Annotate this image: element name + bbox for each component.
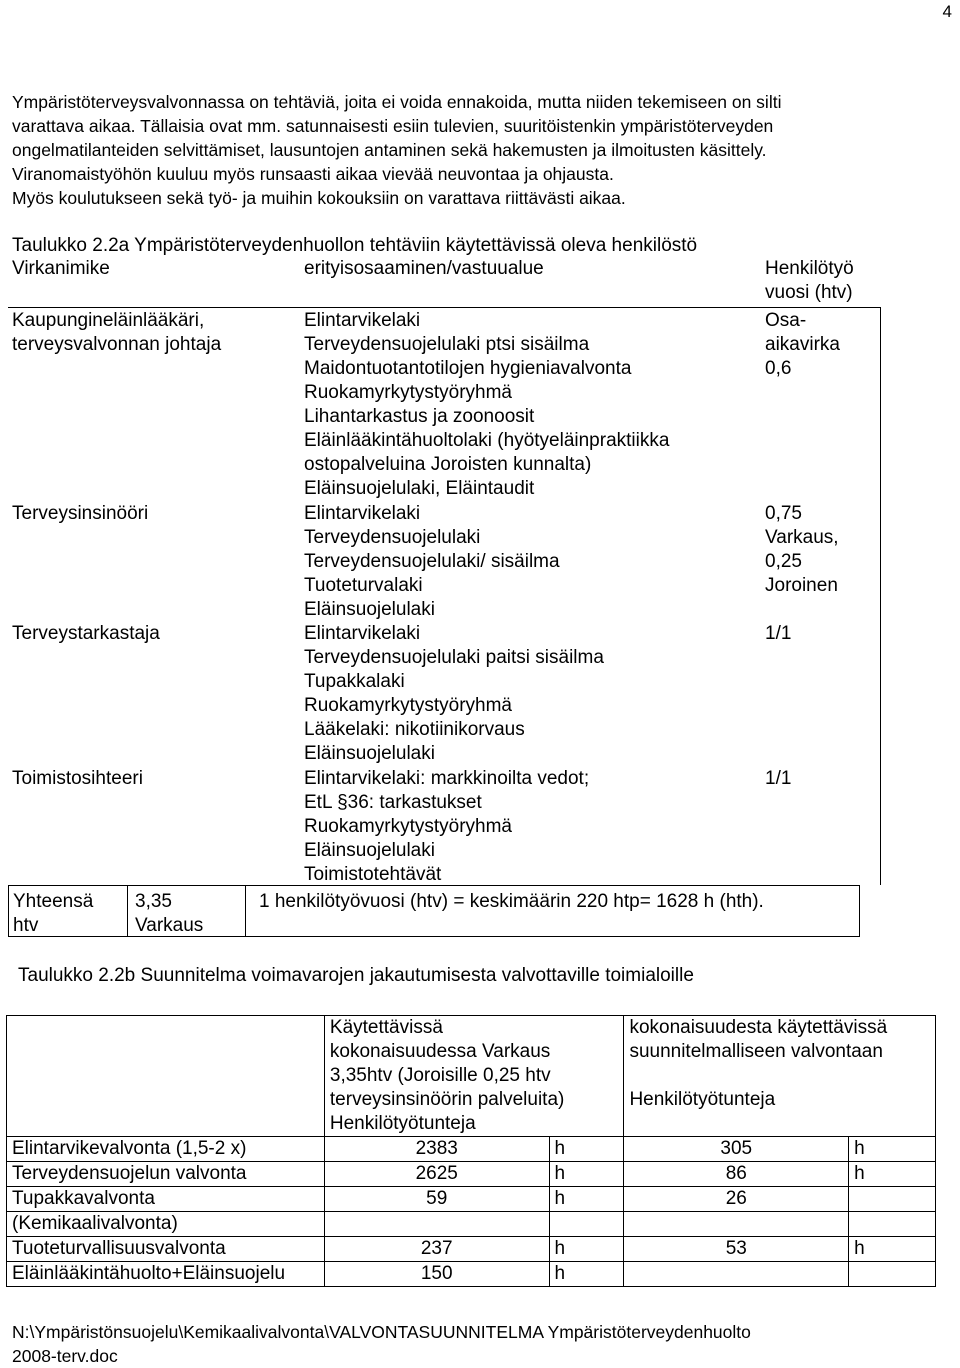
job-title-line: Toimistosihteeri	[12, 768, 143, 789]
intro-line: Viranomaistyöhön kuuluu myös runsaasti aikaa vievää neuvontaa ja ohjausta.	[12, 164, 614, 184]
header-line: kokonaisuudessa Varkaus	[329, 1041, 551, 1062]
header-line: suunnitelmalliseen valvontaan	[629, 1041, 883, 1062]
job-title	[12, 502, 297, 526]
duty: Elintarvikelaki	[304, 623, 421, 644]
job-title	[12, 309, 297, 357]
job-title-line: Kaupungineläinlääkäri,	[12, 310, 205, 331]
available-cell: 150	[324, 1262, 549, 1287]
available-cell	[324, 1212, 549, 1237]
area-cell: (Kemikaalivalvonta)	[7, 1212, 325, 1237]
intro-line: Myös koulutukseen sekä työ- ja muihin kokouksiin on varattava riittävästi aikaa.	[12, 188, 626, 208]
htv-value	[765, 502, 875, 598]
intro-line: ongelmatilanteiden selvittämiset, lausuntojen antaminen sekä hakemusten ja ilmoitusten käsittely.	[12, 140, 767, 160]
header-line: Henkilötyötunteja	[329, 1113, 476, 1134]
duties	[304, 622, 754, 766]
header-line: terveysinsinöörin palveluita)	[329, 1089, 565, 1110]
unit-cell: h	[549, 1237, 624, 1262]
unit-cell: h	[849, 1162, 936, 1187]
area-cell: Terveydensuojelun valvonta	[7, 1162, 325, 1187]
header-htv	[765, 257, 854, 305]
duty: Tuoteturvalaki	[304, 575, 423, 596]
duty: Ruokamyrkytystyöryhmä	[304, 695, 512, 716]
duty: Tupakkalaki	[304, 671, 405, 692]
unit-cell	[549, 1212, 624, 1237]
area-cell: Tuoteturvallisuusvalvonta	[7, 1237, 325, 1262]
total-label-line: Yhteensä	[13, 891, 94, 912]
duties	[304, 767, 754, 887]
header-line: 3,35htv (Joroisille 0,25 htv	[329, 1065, 551, 1086]
planned-cell: 86	[624, 1162, 849, 1187]
cell-divider	[127, 886, 128, 936]
header-htv-line: vuosi (htv)	[765, 282, 853, 303]
duty: Eläinsuojelulaki, Eläintaudit	[304, 478, 535, 499]
duty: Elintarvikelaki	[304, 310, 421, 331]
header-line: kokonaisuudesta käytettävissä	[629, 1017, 888, 1038]
htv-value	[765, 309, 875, 381]
duty: Eläinsuojelulaki	[304, 743, 435, 764]
htv-line: 1/1	[765, 768, 792, 789]
duties	[304, 502, 754, 622]
unit-cell: h	[549, 1137, 624, 1162]
total-label	[13, 890, 93, 938]
htv-line: 0,75	[765, 503, 802, 524]
header-line	[629, 1064, 930, 1088]
htv-line: 1/1	[765, 623, 792, 644]
available-cell: 2383	[324, 1137, 549, 1162]
duty: Elintarvikelaki: markkinoilta vedot;	[304, 768, 590, 789]
total-note: 1 henkilötyövuosi (htv) = keskimäärin 220 htp= 1628 h (hth).	[259, 891, 764, 912]
total-value-line: 3,35	[135, 891, 172, 912]
duty: Eläinlääkintähuoltolaki (hyötyeläinpraktiikka	[304, 430, 670, 451]
job-title-line: Terveystarkastaja	[12, 623, 160, 644]
htv-line: Varkaus,	[765, 527, 839, 548]
duty: EtL §36: tarkastukset	[304, 792, 482, 813]
job-title	[12, 622, 297, 646]
footer-line: 2008-terv.doc	[12, 1346, 118, 1366]
duty: Ruokamyrkytystyöryhmä	[304, 816, 512, 837]
job-title	[12, 767, 297, 791]
planned-cell	[624, 1262, 849, 1287]
available-cell: 2625	[324, 1162, 549, 1187]
table-row	[7, 1162, 936, 1187]
htv-value	[765, 622, 875, 646]
table-header-row	[7, 1016, 936, 1137]
page-number: 4	[942, 2, 952, 21]
htv-line: 0,6	[765, 358, 792, 379]
htv-value	[765, 767, 875, 791]
area-cell: Eläinlääkintähuolto+Eläinsuojelu	[7, 1262, 325, 1287]
area-cell: Tupakkavalvonta	[7, 1187, 325, 1212]
header-empty-cell	[7, 1016, 325, 1137]
planned-cell: 305	[624, 1137, 849, 1162]
duty: Eläinsuojelulaki	[304, 599, 435, 620]
table-row	[7, 1262, 936, 1287]
duty: Ruokamyrkytystyöryhmä	[304, 382, 512, 403]
table-a-caption: Taulukko 2.2a Ympäristöterveydenhuollon tehtäviin käytettävissä oleva henkilöstö	[12, 235, 698, 256]
unit-cell: h	[849, 1137, 936, 1162]
table-row	[7, 1137, 936, 1162]
total-value	[135, 890, 203, 938]
duties	[304, 309, 754, 501]
duty: Terveydensuojelulaki	[304, 527, 481, 548]
duty: Terveydensuojelulaki paitsi sisäilma	[304, 647, 604, 668]
header-duties: erityisosaaminen/vastuualue	[304, 258, 544, 279]
area-cell: Elintarvikevalvonta (1,5-2 x)	[7, 1137, 325, 1162]
available-cell: 59	[324, 1187, 549, 1212]
table-row	[7, 1187, 936, 1212]
total-row	[8, 885, 860, 937]
planned-cell: 53	[624, 1237, 849, 1262]
planned-cell: 26	[624, 1187, 849, 1212]
header-line: Käytettävissä	[329, 1017, 443, 1038]
header-rule	[8, 307, 880, 308]
header-htv-line: Henkilötyö	[765, 258, 854, 279]
intro-line: varattava aikaa. Tällaisia ovat mm. satunnaisesti esiin tulevien, suuritöistenkin ympäristöterveyden	[12, 116, 774, 136]
htv-line: Joroinen	[765, 575, 838, 596]
planned-cell	[624, 1212, 849, 1237]
header-available	[324, 1016, 624, 1137]
duty: Eläinsuojelulaki	[304, 840, 435, 861]
table-row	[7, 1237, 936, 1262]
footer-line: N:\Ympäristönsuojelu\Kemikaalivalvonta\VALVONTASUUNNITELMA Ympäristöterveydenhuolto	[12, 1322, 751, 1342]
job-title-line: Terveysinsinööri	[12, 503, 149, 524]
header-title: Virkanimike	[12, 258, 110, 279]
unit-cell	[849, 1212, 936, 1237]
unit-cell	[849, 1187, 936, 1212]
file-path-footer	[12, 1320, 751, 1368]
htv-line: 0,25	[765, 551, 802, 572]
duty: Lihantarkastus ja zoonoosit	[304, 406, 535, 427]
duty: Maidontuotantotilojen hygieniavalvonta	[304, 358, 632, 379]
resource-allocation-table	[6, 1015, 936, 1287]
cell-divider	[245, 886, 246, 936]
duty: Toimistotehtävät	[304, 864, 442, 885]
total-label-line: htv	[13, 915, 39, 936]
table-row	[7, 1212, 936, 1237]
table-right-border	[880, 307, 881, 885]
duty: Terveydensuojelulaki ptsi sisäilma	[304, 334, 590, 355]
htv-line: aikavirka	[765, 334, 840, 355]
duty: Lääkelaki: nikotiinikorvaus	[304, 719, 525, 740]
duty: Elintarvikelaki	[304, 503, 421, 524]
intro-paragraph	[12, 90, 947, 210]
unit-cell	[849, 1262, 936, 1287]
job-title-line: terveysvalvonnan johtaja	[12, 334, 222, 355]
header-line: Henkilötyötunteja	[629, 1089, 776, 1110]
unit-cell: h	[549, 1187, 624, 1212]
total-value-line: Varkaus	[135, 915, 204, 936]
available-cell: 237	[324, 1237, 549, 1262]
intro-line: Ympäristöterveysvalvonnassa on tehtäviä, joita ei voida ennakoida, mutta niiden tekemiseen on silti	[12, 92, 782, 112]
unit-cell: h	[549, 1162, 624, 1187]
unit-cell: h	[849, 1237, 936, 1262]
table-b-caption: Taulukko 2.2b Suunnitelma voimavarojen jakautumisesta valvottaville toimialoille	[18, 965, 694, 986]
duty: ostopalveluina Joroisten kunnalta)	[304, 454, 592, 475]
header-planned	[624, 1016, 936, 1137]
htv-line: Osa-	[765, 310, 807, 331]
duty: Terveydensuojelulaki/ sisäilma	[304, 551, 560, 572]
unit-cell: h	[549, 1262, 624, 1287]
